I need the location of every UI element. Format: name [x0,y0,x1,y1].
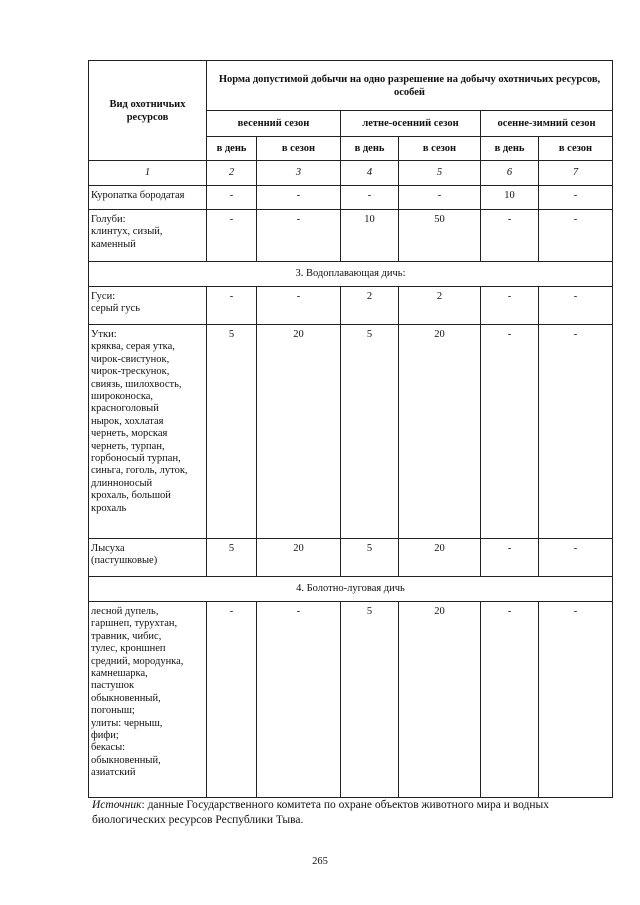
header-per-day: в день [341,137,399,161]
species-name-line: улиты: черныш, [91,717,163,729]
norm-value: - [207,287,257,325]
norm-value: 10 [341,210,399,262]
column-number: 4 [341,161,399,186]
table-row [89,287,613,325]
species-name-line: свиязь, шилохвость, [91,378,182,390]
norm-value: - [481,210,539,262]
species-name-line: чирок-трескунок, [91,366,170,378]
species-name-line: красноголовый [91,403,159,415]
norm-value: - [539,210,613,262]
table-body [89,186,613,798]
species-name-line: широконоска, [91,391,154,403]
norm-value: - [207,186,257,210]
table-row [89,325,613,539]
norm-value: 2 [341,287,399,325]
header-per-season: в сезон [257,137,341,161]
section-row [89,262,613,287]
norm-value: - [207,210,257,262]
norm-value: 20 [399,602,481,798]
norm-value: - [481,539,539,577]
page-number: 265 [312,856,328,867]
norm-value: 20 [257,325,341,539]
source-note [92,798,622,828]
column-number: 3 [257,161,341,186]
species-name-line: погоныш; [91,705,135,717]
norm-value: 5 [207,325,257,539]
table-row [89,539,613,577]
species-name [89,210,207,262]
norm-value: 5 [341,602,399,798]
species-name-line: лесной дупель, [91,606,159,617]
norm-value: - [539,539,613,577]
column-number: 6 [481,161,539,186]
column-number: 5 [399,161,481,186]
species-name-line: азиатский [91,767,136,779]
norm-value: 10 [481,186,539,210]
species-name-line: обыкновенный, [91,754,161,766]
column-number: 1 [89,161,207,186]
norm-value: 20 [399,539,481,577]
header-season-spring: весенний сезон [207,111,341,137]
column-number: 2 [207,161,257,186]
norm-value: - [207,602,257,798]
species-name-line: Утки: [91,329,117,340]
norm-value: - [481,602,539,798]
species-name-line: фифи; [91,730,119,742]
species-name [89,287,207,325]
header-species: Вид охотничьих ресурсов [89,61,207,161]
norm-value: - [257,210,341,262]
species-name-line: чернеть, морская [91,428,168,440]
header-per-season: в сезон [399,137,481,161]
species-name-line: пастушок [91,680,135,692]
norm-value: 50 [399,210,481,262]
source-text: : данные Государственного комитета по охране объектов животного мира и водных биологических ресурсов Республики Тыва. [92,799,550,826]
header-norm: Норма допустимой добычи на одно разрешение на добычу охотничьих ресурсов, особей [207,61,613,111]
header-per-day: в день [207,137,257,161]
species-name [89,325,207,539]
norm-value: - [539,325,613,539]
species-name-line: обыкновенный, [91,692,161,704]
norm-value: - [341,186,399,210]
section-title: 3. Водоплавающая дичь: [89,262,613,287]
species-name-line: Голуби: [91,214,126,225]
species-name [89,539,207,577]
section-row [89,577,613,602]
column-number-row [89,161,613,186]
species-name-line: гаршнеп, турухтан, [91,618,178,630]
norm-value: 2 [399,287,481,325]
species-name-line: бекасы: [91,742,126,754]
norm-value: 5 [341,539,399,577]
species-name-line: синьга, гоголь, луток, [91,465,188,477]
norm-value: - [481,287,539,325]
species-name-line: Лысуха [91,543,125,554]
norm-value: 5 [207,539,257,577]
section-title: 4. Болотно-луговая дичь [89,577,613,602]
species-name-line: средний, мородунка, [91,655,184,667]
norm-value: - [399,186,481,210]
norm-value: - [539,602,613,798]
norm-value: 5 [341,325,399,539]
species-name-line: клинтух, сизый, [91,226,163,238]
header-season-autumn-winter: осенне-зимний сезон [481,111,613,137]
species-name-line: (пастушковые) [91,555,158,567]
species-name-line: Гуси: [91,291,116,302]
header-season-summer-autumn: летне-осенний сезон [341,111,481,137]
species-name-line: кряква, серая утка, [91,341,175,353]
norm-value: - [257,602,341,798]
species-name-line: каменный [91,238,136,250]
species-name [89,602,207,798]
norm-value: - [539,287,613,325]
species-name-line: чернеть, турпан, [91,440,165,452]
norm-value: - [257,287,341,325]
table-row [89,602,613,798]
species-name-line: травник, чибис, [91,630,162,642]
species-name [89,186,207,210]
table-row [89,186,613,210]
norm-value: 20 [399,325,481,539]
norm-value: - [539,186,613,210]
column-number: 7 [539,161,613,186]
header-per-season: в сезон [539,137,613,161]
species-name-line: камнешарка, [91,668,148,680]
species-name-line: серый гусь [91,303,141,315]
species-name-line: горбоносый турпан, [91,453,181,465]
header-per-day: в день [481,137,539,161]
norm-value: - [257,186,341,210]
species-name-line: крохаль, большой [91,490,171,502]
norm-value: 20 [257,539,341,577]
species-name-line: длинноносый [91,477,153,489]
species-name-line: тулес, кроншнеп [91,643,166,655]
source-label: Источник [92,799,142,811]
species-name-line: крохаль [91,502,127,514]
species-name-line: нырок, хохлатая [91,415,164,427]
table-row [89,210,613,262]
species-name-line: чирок-свистунок, [91,353,170,365]
document-page [88,60,612,798]
norm-value: - [481,325,539,539]
hunting-norms-table [88,60,613,798]
species-name-line: Куропатка бородатая [91,190,185,201]
